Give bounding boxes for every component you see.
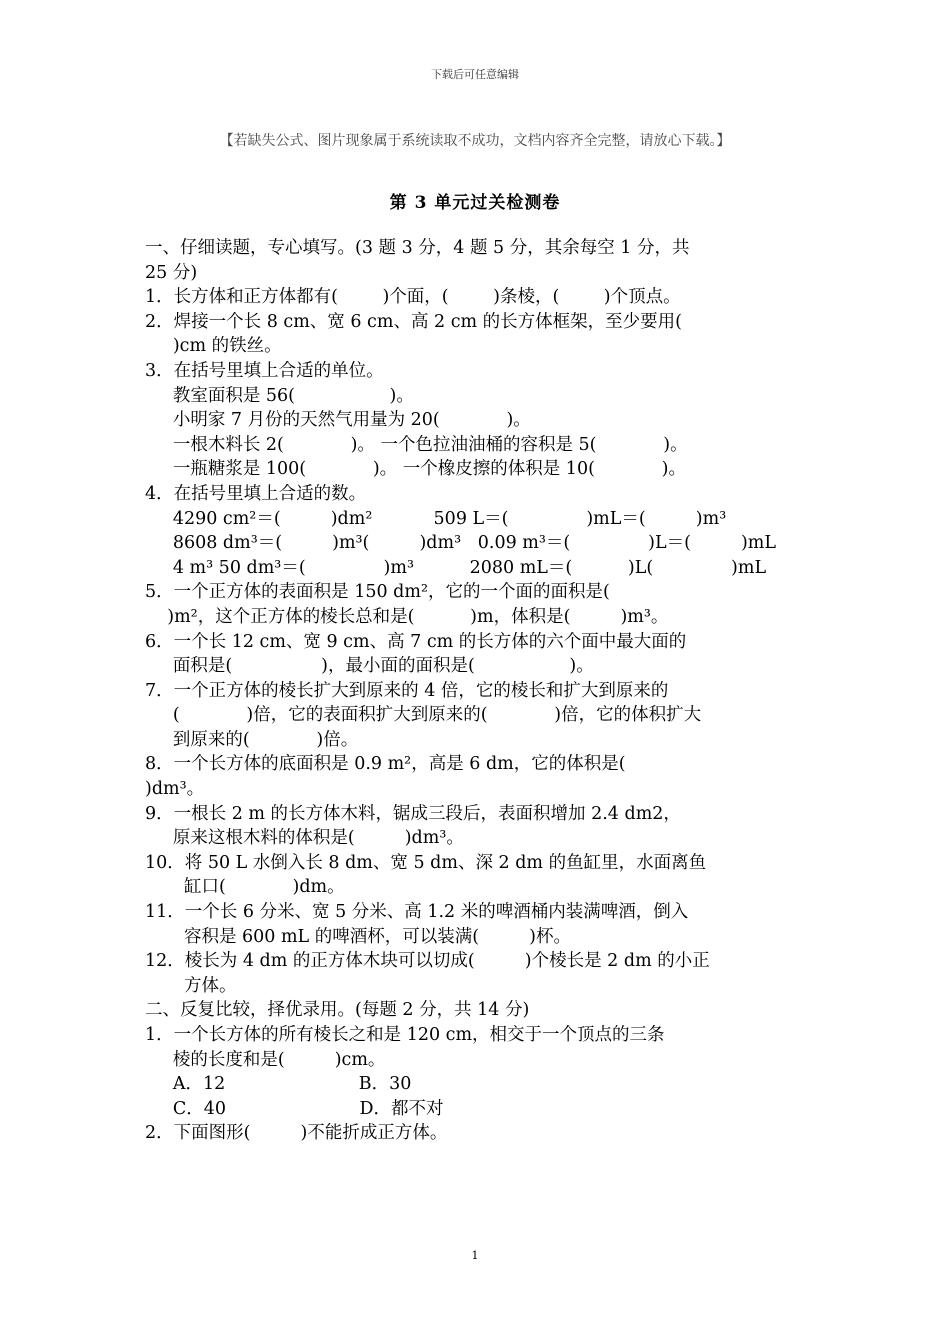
text-line: 二、反复比较，择优录用。(每题 2 分，共 14 分) (145, 1000, 530, 1021)
question-body (145, 236, 815, 1146)
text-line: 25 分) (145, 262, 198, 283)
text-line: )cm 的铁丝。 (145, 336, 282, 357)
text-line: 9．一根长 2 m 的长方体木料，锯成三段后，表面积增加 2.4 dm2， (145, 803, 681, 824)
text-line: 4290 cm²＝( )dm² 509 L＝( )mL＝( )m³ (145, 508, 727, 529)
text-line: 4．在括号里填上合适的数。 (145, 483, 367, 504)
text-line: 5．一个正方体的表面积是 150 dm²，它的一个面的面积是( (145, 582, 610, 603)
text-line: ( )倍，它的表面积扩大到原来的( )倍，它的体积扩大 (145, 705, 702, 726)
text-line: 教室面积是 56( )。 (145, 385, 414, 406)
page-title: 第 3 单元过关检测卷 (389, 193, 561, 213)
text-line: 方体。 (145, 975, 237, 996)
text-line: 2．焊接一个长 8 cm、宽 6 cm、高 2 cm 的长方体框架，至少要用( (145, 311, 682, 332)
text-line: 小明家 7 月份的天然气用量为 20( )。 (145, 410, 531, 431)
download-notice: 【若缺失公式、图片现象属于系统读取不成功，文档内容齐全完整，请放心下载。】 (219, 133, 731, 149)
text-line: 12．棱长为 4 dm 的正方体木块可以切成( )个棱长是 2 dm 的小正 (145, 951, 710, 972)
text-line: )m²，这个正方体的棱长总和是( )m，体积是( )m³。 (145, 606, 669, 627)
page-header: 下载后可任意编辑 (431, 68, 519, 81)
text-line: A．12 B．30 (145, 1074, 412, 1095)
text-line: 缸口( )dm。 (145, 877, 345, 898)
page-number: 1 (471, 1249, 479, 1262)
text-line: 7．一个正方体的棱长扩大到原来的 4 倍，它的棱长和扩大到原来的 (145, 680, 669, 701)
text-line: 一根木料长 2( )。 一个色拉油油桶的容积是 5( )。 (145, 434, 688, 455)
text-line: 10．将 50 L 水倒入长 8 dm、宽 5 dm、深 2 dm 的鱼缸里，水面离鱼 (145, 852, 707, 873)
text-line: 3．在括号里填上合适的单位。 (145, 360, 384, 381)
text-line: 原来这根木料的体积是( )dm³。 (145, 828, 464, 849)
text-line: 1．一个长方体的所有棱长之和是 120 cm，相交于一个顶点的三条 (145, 1025, 665, 1045)
text-line: 棱的长度和是( )cm。 (145, 1049, 386, 1070)
text-line: 11．一个长 6 分米、宽 5 分米、高 1.2 米的啤酒桶内装满啤酒，倒入 (145, 902, 689, 923)
text-line: 到原来的( )倍。 (145, 729, 359, 750)
text-line: 容积是 600 mL 的啤酒杯，可以装满( )杯。 (145, 926, 571, 947)
text-line: 一瓶糖浆是 100( )。 一个橡皮擦的体积是 10( )。 (145, 459, 686, 480)
text-line: 4 m³ 50 dm³＝( )m³ 2080 mL＝( )L( )mL (145, 557, 767, 578)
text-line: 8608 dm³＝( )m³( )dm³ 0.09 m³＝( )L＝( )mL (145, 533, 776, 554)
text-line: 8．一个长方体的底面积是 0.9 m²，高是 6 dm，它的体积是( (145, 754, 626, 775)
text-line: C．40 D．都不对 (145, 1098, 444, 1119)
text-line: 1．长方体和正方体都有( )个面，( )条棱，( )个顶点。 (145, 287, 681, 308)
text-line: 2．下面图形( )不能折成正方体。 (145, 1123, 448, 1144)
text-line: 面积是( )，最小面的面积是( )。 (145, 656, 594, 677)
text-line: )dm³。 (145, 779, 205, 800)
text-line: 6．一个长 12 cm、宽 9 cm、高 7 cm 的长方体的六个面中最大面的 (145, 631, 687, 652)
text-line: 一、仔细读题，专心填写。(3 题 3 分，4 题 5 分，其余每空 1 分，共 (145, 238, 690, 258)
